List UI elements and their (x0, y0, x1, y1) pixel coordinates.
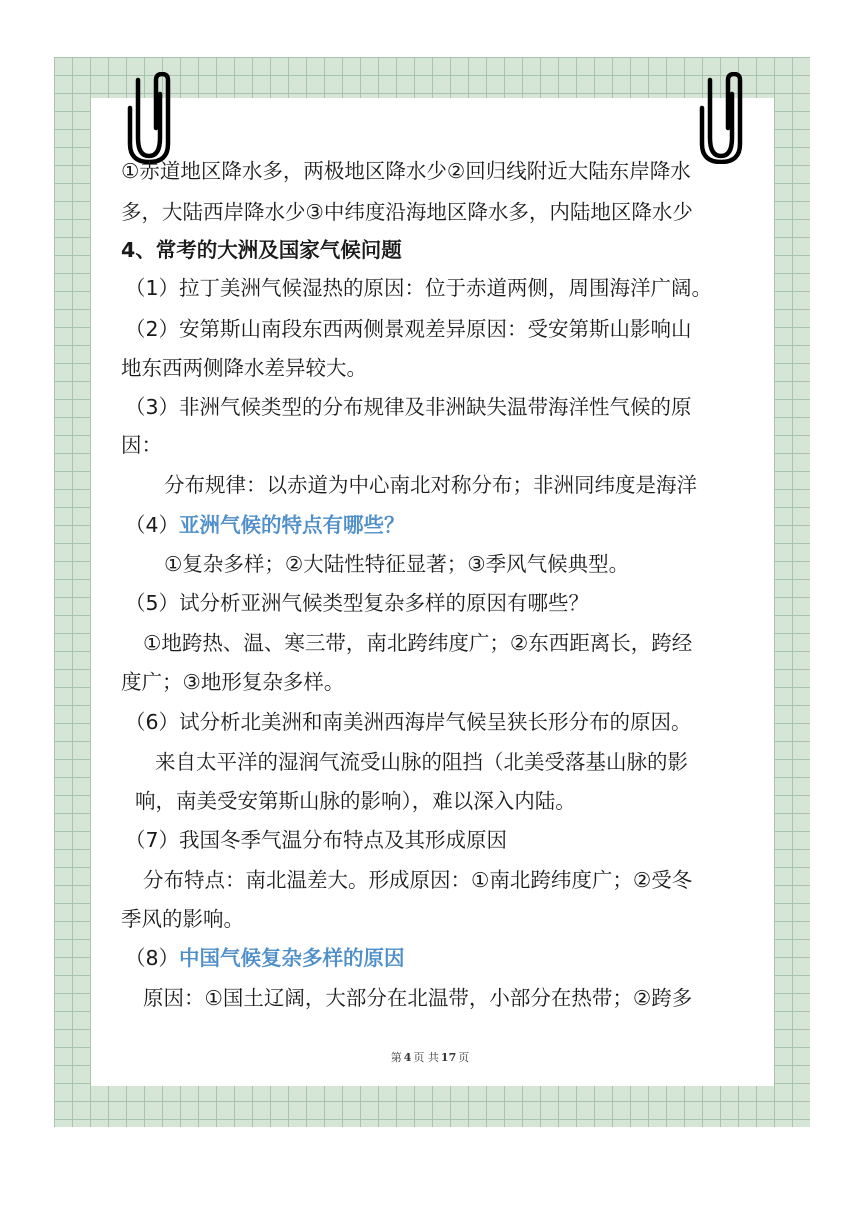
question-line: （7）我国冬季气温分布特点及其形成原因 (125, 828, 508, 852)
question-line: （3）非洲气候类型的分布规律及非洲缺失温带海洋性气候的原 (125, 395, 692, 419)
footer-prefix: 第 (390, 1051, 402, 1064)
question-line: （6）试分析北美洲和南美洲西海岸气候呈狭长形分布的原因。 (125, 710, 692, 734)
text-line: ①地跨热、温、寒三带，南北跨纬度广；②东西距离长，跨经 (143, 631, 693, 655)
footer-suffix: 页 (458, 1051, 470, 1064)
paperclip-left-icon (124, 72, 174, 164)
footer-mid: 页 共 (413, 1051, 439, 1064)
question-line: （1）拉丁美洲气候湿热的原因：位于赤道两侧，周围海洋广阔。 (125, 276, 713, 300)
question-number: （8） (125, 946, 180, 970)
text-line: 因： (121, 433, 162, 457)
question-number: （4） (125, 513, 180, 537)
page-number: 4 (403, 1051, 412, 1064)
text-line: 地东西两侧降水差异较大。 (121, 356, 367, 380)
text-line: 度广；③地形复杂多样。 (121, 670, 345, 694)
question-line: （2）安第斯山南段东西两侧景观差异原因：受安第斯山影响山 (125, 317, 692, 341)
text-line: 多，大陆西岸降水少③中纬度沿海地区降水多，内陆地区降水少 (121, 200, 693, 224)
text-line: ①复杂多样；②大陆性特征显著；③季风气候典型。 (164, 552, 630, 576)
question-line: （5）试分析亚洲气候类型复杂多样的原因有哪些？ (125, 591, 590, 615)
text-line: 响，南美受安第斯山脉的影响），难以深入内陆。 (135, 789, 576, 813)
text-line: 分布特点：南北温差大。形成原因：①南北跨纬度广；②受冬 (143, 868, 693, 892)
paperclip-right-icon (696, 72, 746, 164)
page-total: 17 (440, 1051, 457, 1064)
text-line: 来自太平洋的湿润气流受山脉的阻挡（北美受落基山脉的影 (155, 750, 688, 774)
text-line: ①赤道地区降水多，两极地区降水少②回归线附近大陆东岸降水 (121, 159, 691, 183)
highlighted-question: 亚洲气候的特点有哪些？ (179, 513, 405, 537)
text-line: 分布规律：以赤道为中心南北对称分布；非洲同纬度是海洋 (164, 473, 697, 497)
text-line: 季风的影响。 (121, 907, 244, 931)
highlighted-question: 中国气候复杂多样的原因 (179, 946, 405, 970)
page-footer (0, 1049, 860, 1065)
section-heading: 4、常考的大洲及国家气候问题 (121, 238, 402, 262)
question-line (125, 943, 405, 973)
text-line: 原因：①国土辽阔，大部分在北温带，小部分在热带；②跨多 (143, 986, 693, 1010)
question-line (125, 510, 405, 540)
